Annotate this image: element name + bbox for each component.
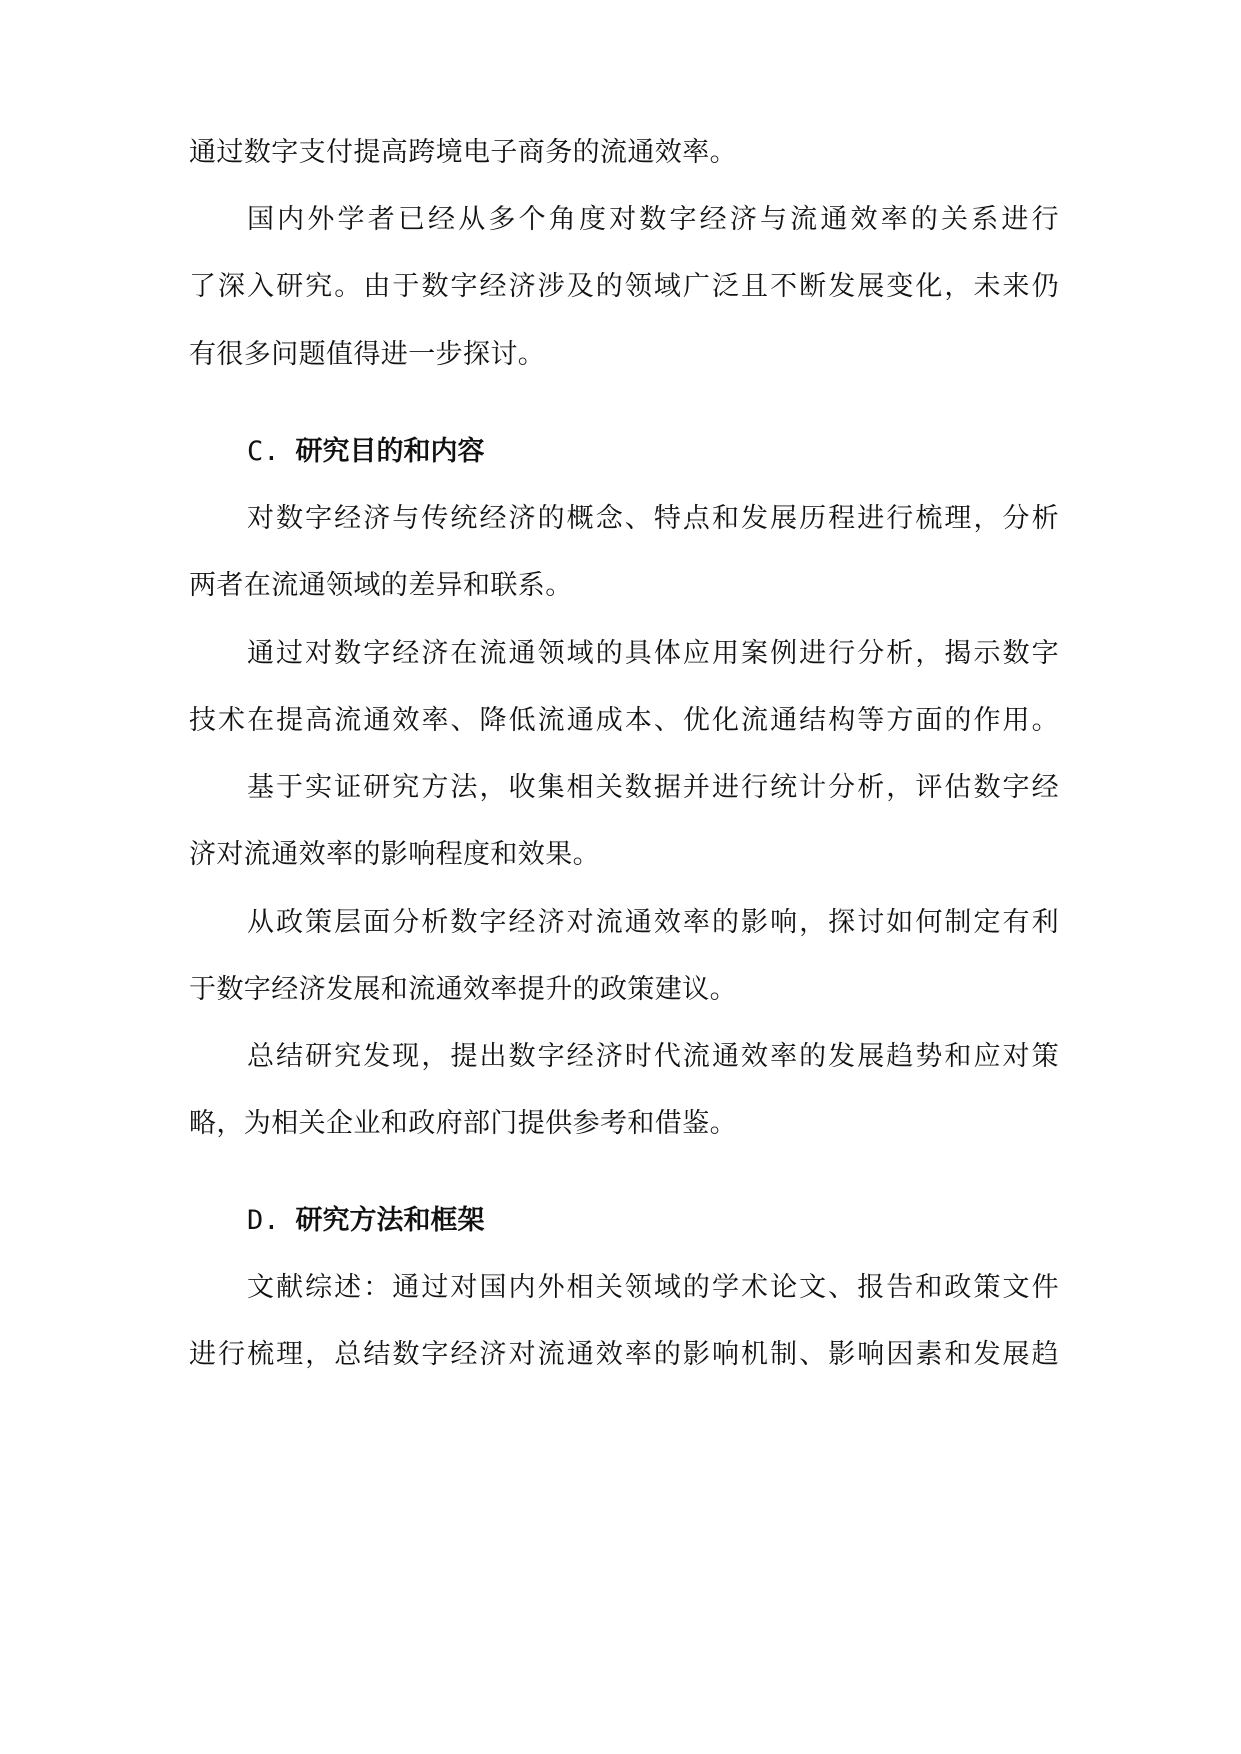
paragraph-line: 对数字经济与传统经济的概念、特点和发展历程进行梳理，分析 <box>247 503 1059 534</box>
section-heading-c <box>247 432 485 472</box>
section-title: 研究目的和内容 <box>295 436 485 467</box>
paragraph-line: 进行梳理，总结数字经济对流通效率的影响机制、影响因素和发展趋 <box>189 1339 1059 1370</box>
paragraph-line: 有很多问题值得进一步探讨。 <box>189 339 546 370</box>
paragraph-line: 从政策层面分析数字经济对流通效率的影响，探讨如何制定有利 <box>247 907 1059 938</box>
section-label: C. <box>247 436 280 467</box>
paragraph-line: 通过数字支付提高跨境电子商务的流通效率。 <box>189 137 737 168</box>
paragraph-line: 总结研究发现，提出数字经济时代流通效率的发展趋势和应对策 <box>247 1041 1059 1072</box>
section-title: 研究方法和框架 <box>295 1205 485 1236</box>
paragraph-line: 于数字经济发展和流通效率提升的政策建议。 <box>189 974 737 1005</box>
paragraph-line: 略，为相关企业和政府部门提供参考和借鉴。 <box>189 1108 737 1139</box>
paragraph-line: 济对流通效率的影响程度和效果。 <box>189 839 600 870</box>
section-label: D. <box>247 1205 280 1236</box>
section-heading-d <box>247 1201 485 1241</box>
paragraph-line: 通过对数字经济在流通领域的具体应用案例进行分析，揭示数字 <box>247 638 1059 669</box>
paragraph-line: 两者在流通领域的差异和联系。 <box>189 570 573 601</box>
paragraph-line: 国内外学者已经从多个角度对数字经济与流通效率的关系进行 <box>247 204 1059 235</box>
paragraph-line: 技术在提高流通效率、降低流通成本、优化流通结构等方面的作用。 <box>189 705 1059 736</box>
paragraph-line: 基于实证研究方法，收集相关数据并进行统计分析，评估数字经 <box>247 772 1059 803</box>
paragraph-line: 了深入研究。由于数字经济涉及的领域广泛且不断发展变化，未来仍 <box>189 271 1059 302</box>
paragraph-line: 文献综述：通过对国内外相关领域的学术论文、报告和政策文件 <box>247 1272 1059 1303</box>
